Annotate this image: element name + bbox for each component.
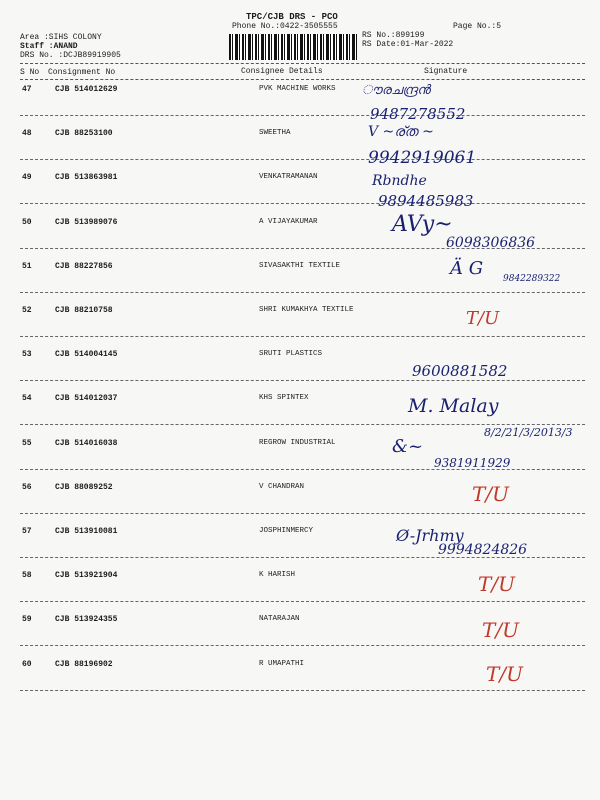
tu-mark: T/U [478, 572, 515, 596]
phone-number: Phone No.:0422-3505555 [232, 22, 338, 31]
handwritten-phone: 6098306836 [446, 235, 536, 251]
row-consignee-name: A VIJAYAKUMAR [259, 217, 318, 226]
handwritten-phone: 9487278552 [370, 105, 466, 123]
signature-scribble: M. Malay [408, 395, 499, 417]
signature-scribble: ൗരചന്ദ്രൻ [362, 83, 431, 98]
row-divider [20, 601, 585, 602]
handwritten-phone: 9994824826 [438, 542, 528, 558]
row-divider [20, 115, 585, 116]
row-serial: 53 [22, 350, 32, 360]
col-sno: S No [20, 68, 40, 77]
row-divider [20, 645, 585, 646]
row-consignment-no: CJB 513989076 [55, 217, 118, 227]
doc-title: TPC/CJB DRS - PCO [246, 12, 338, 22]
tu-mark: T/U [486, 662, 523, 686]
row-serial: 52 [22, 306, 32, 315]
signature-scribble: V ~ര്ത ~ [368, 124, 434, 140]
row-consignee-name: NATARAJAN [259, 615, 300, 624]
row-consignee-name: SHRI KUMAKHYA TEXTILE [259, 306, 354, 314]
signature-scribble: Ø-Jrhmy [396, 526, 464, 545]
tu-mark: T/U [482, 618, 519, 642]
row-consignee-name: VENKATRAMANAN [259, 173, 318, 182]
row-consignment-no: CJB 513921904 [55, 571, 118, 581]
signature-scribble: Ä G [450, 258, 484, 279]
row-serial: 57 [22, 527, 32, 536]
row-consignment-no: CJB 513863981 [55, 173, 118, 183]
table-row [0, 129, 600, 173]
signature-scribble: &~ [392, 436, 424, 457]
row-consignee-name: SWEETHA [259, 129, 291, 138]
row-consignment-no: CJB 88253100 [55, 129, 113, 139]
handwritten-phone: 9600881582 [412, 362, 508, 380]
row-divider [20, 336, 585, 337]
row-serial: 59 [22, 615, 32, 625]
drs-number: DRS No. :DCJB89919905 [20, 51, 121, 60]
col-signature: Signature [424, 67, 468, 76]
columns-divider [20, 79, 585, 80]
rs-date: RS Date:01-Mar-2022 [362, 40, 454, 49]
handwritten-phone: 9842289322 [503, 274, 561, 284]
row-consignment-no: CJB 513910081 [55, 527, 118, 536]
row-divider [20, 513, 585, 514]
row-consignee-name: JOSPHINMERCY [259, 527, 314, 535]
row-consignment-no: CJB 88210758 [55, 306, 113, 315]
row-consignee-name: KHS SPINTEX [259, 394, 309, 403]
row-serial: 47 [22, 85, 32, 94]
table-row [0, 350, 600, 394]
tu-mark: T/U [466, 308, 500, 329]
staff-label: Staff :ANAND [20, 42, 78, 51]
row-serial: 54 [22, 394, 32, 404]
row-consignee-name: R UMAPATHI [259, 659, 305, 668]
row-consignment-no: CJB 514012629 [55, 85, 118, 94]
handwritten-phone: 9894485983 [378, 192, 474, 210]
handwritten-phone: 9381911929 [434, 456, 511, 470]
table-row [0, 85, 600, 129]
signature-scribble: Rbndhe [372, 173, 427, 189]
table-row [0, 173, 600, 217]
row-consignment-no: CJB 88089252 [55, 482, 113, 492]
row-consignment-no: CJB 514012037 [55, 394, 118, 404]
row-consignee-name: REGROW INDUSTRIAL [259, 438, 336, 447]
header-divider [20, 63, 585, 64]
handwritten-phone: 9942919061 [368, 148, 477, 168]
col-consignment: Consignment No [48, 68, 116, 77]
area-label: Area :SIHS COLONY [20, 33, 102, 42]
row-serial: 51 [22, 261, 32, 271]
row-divider [20, 159, 585, 160]
row-serial: 58 [22, 571, 32, 581]
col-consignee: Consignee Details [241, 67, 323, 76]
page-number: Page No.:5 [453, 22, 502, 31]
handwritten-date: 8/2/21/3/2013/3 [484, 426, 573, 439]
rs-number: RS No.:899199 [362, 31, 425, 40]
signature-scribble: AVy~ [392, 212, 453, 237]
row-divider [20, 203, 585, 204]
row-consignment-no: CJB 88196902 [55, 659, 113, 669]
row-divider [20, 380, 585, 381]
tu-mark: T/U [472, 482, 509, 506]
row-consignee-name: V CHANDRAN [259, 482, 305, 491]
row-consignee-name: PVK MACHINE WORKS [259, 85, 336, 93]
table-row [0, 483, 600, 527]
row-consignment-no: CJB 513924355 [55, 615, 118, 625]
row-consignment-no: CJB 514016038 [55, 438, 118, 448]
row-serial: 50 [22, 217, 32, 227]
row-consignee-name: K HARISH [259, 571, 296, 580]
row-divider [20, 690, 585, 691]
row-serial: 55 [22, 438, 32, 448]
row-serial: 48 [22, 129, 32, 139]
barcode [229, 34, 357, 60]
row-consignee-name: SIVASAKTHI TEXTILE [259, 261, 341, 270]
row-serial: 49 [22, 173, 32, 183]
row-consignment-no: CJB 88227856 [55, 261, 113, 271]
row-divider [20, 292, 585, 293]
table-row [0, 306, 600, 350]
row-serial: 56 [22, 482, 32, 492]
row-consignee-name: SRUTI PLASTICS [259, 350, 323, 359]
row-serial: 60 [22, 659, 32, 669]
row-consignment-no: CJB 514004145 [55, 350, 118, 360]
